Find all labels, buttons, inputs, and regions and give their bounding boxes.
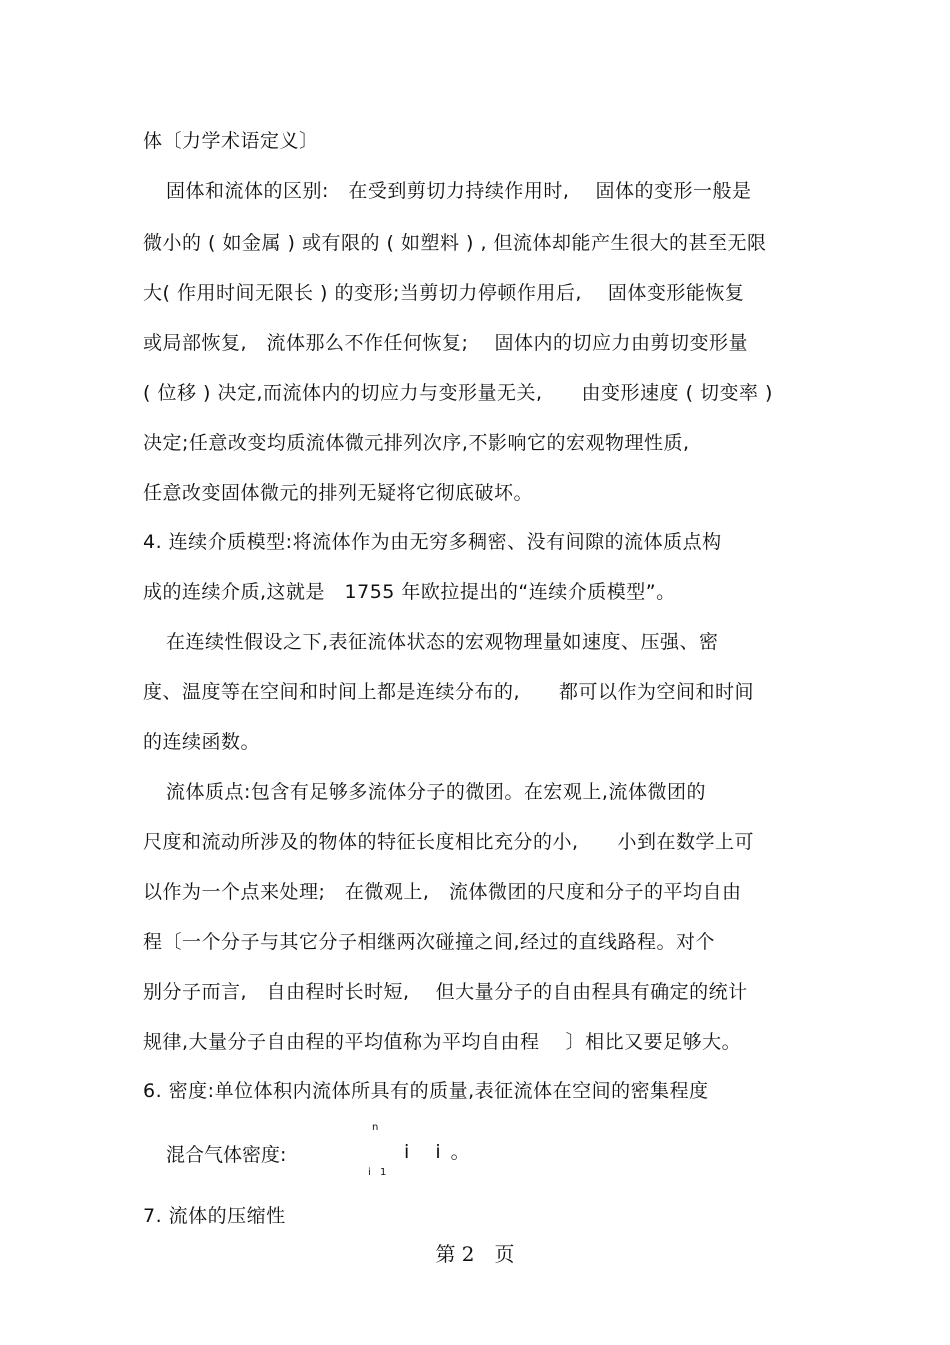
formula-label: 混合气体密度: xyxy=(166,1144,287,1166)
paragraph-line: 的连续函数。 xyxy=(143,731,261,753)
formula-terms xyxy=(404,1139,480,1165)
paragraph-line: ( 位移 ) 决定,而流体内的切应力与变形量无关, 由变形速度 ( 切变率 ) xyxy=(143,382,773,404)
formula-term-text: i i xyxy=(404,1141,451,1163)
paragraph-line: 成的连续介质,这就是 1755 年欧拉提出的“连续介质模型”。 xyxy=(143,581,676,603)
sum-upper-limit: n xyxy=(372,1122,379,1133)
paragraph-line: 体〔力学术语定义〕 xyxy=(143,130,319,152)
paragraph-line: 流体质点:包含有足够多流体分子的微团。在宏观上,流体微团的 xyxy=(166,781,706,803)
paragraph-line: 大( 作用时间无限长 ) 的变形;当剪切力停顿作用后, 固体变形能恢复 xyxy=(143,282,745,304)
paragraph-line: 在连续性假设之下,表征流体状态的宏观物理量如速度、压强、密 xyxy=(166,631,719,653)
paragraph-line: 程〔一个分子与其它分子相继两次碰撞之间,经过的直线路程。对个 xyxy=(143,931,716,953)
paragraph-line: 任意改变固体微元的排列无疑将它彻底破坏。 xyxy=(143,482,534,504)
paragraph-line: 决定;任意改变均质流体微元排列次序,不影响它的宏观物理性质, xyxy=(143,432,690,454)
paragraph-line: 尺度和流动所涉及的物体的特征长度相比充分的小, 小到在数学上可 xyxy=(143,831,755,853)
formula-end: 。 xyxy=(450,1141,480,1163)
section-heading: 6. 密度:单位体积内流体所具有的质量,表征流体在空间的密集程度 xyxy=(143,1080,709,1102)
section-heading: 4. 连续介质模型:将流体作为由无穷多稠密、没有间隙的流体质点构 xyxy=(143,531,722,553)
page-number: 第 2 页 xyxy=(435,1242,515,1266)
paragraph-line: 规律,大量分子自由程的平均值称为平均自由程 〕相比又要足够大。 xyxy=(143,1031,742,1053)
paragraph-line: 以作为一个点来处理; 在微观上, 流体微团的尺度和分子的平均自由 xyxy=(143,881,742,903)
paragraph-line: 固体和流体的区别: 在受到剪切力持续作用时, 固体的变形一般是 xyxy=(166,180,752,202)
paragraph-line: 别分子而言, 自由程时长时短, 但大量分子的自由程具有确定的统计 xyxy=(143,981,748,1003)
paragraph-line: 或局部恢复, 流体那么不作任何恢复; 固体内的切应力由剪切变形量 xyxy=(143,332,748,354)
sum-lower-limit: i 1 xyxy=(368,1167,390,1178)
paragraph-line: 微小的 ( 如金属 ) 或有限的 ( 如塑料 ) , 但流体却能产生很大的甚至无限 xyxy=(143,232,767,254)
section-heading: 7. 流体的压缩性 xyxy=(143,1205,286,1227)
paragraph-line: 度、温度等在空间和时间上都是连续分布的, 都可以作为空间和时间 xyxy=(143,681,755,703)
